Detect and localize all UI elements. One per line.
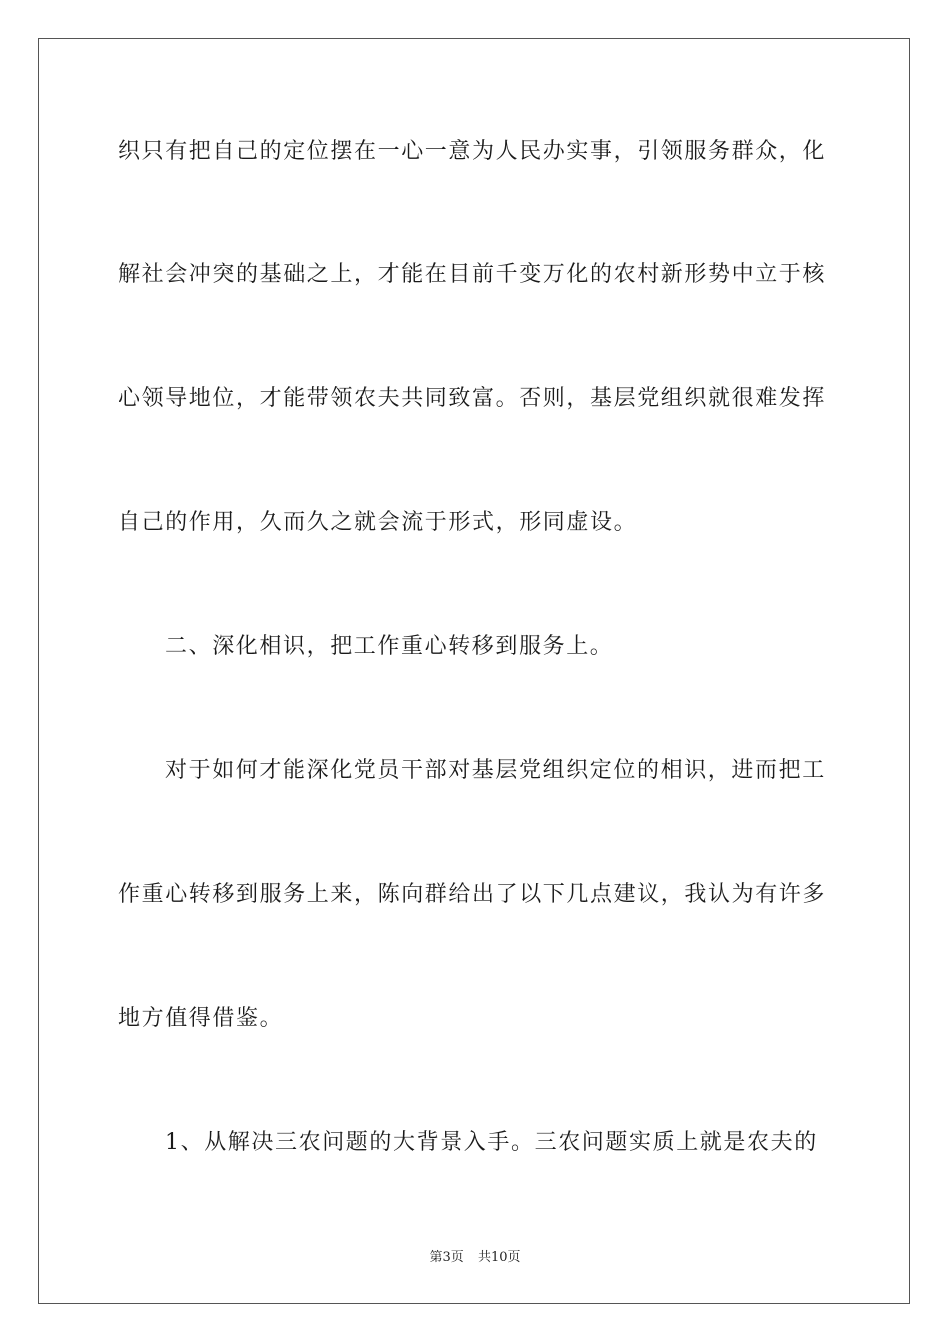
page-number-current: 第3页 xyxy=(429,1250,464,1265)
page-footer xyxy=(0,1246,950,1265)
body-text-line: 作重心转移到服务上来，陈向群给出了以下几点建议，我认为有许多 xyxy=(118,882,827,907)
body-text-line: 织只有把自己的定位摆在一心一意为人民办实事，引领服务群众，化 xyxy=(118,139,827,164)
body-text-line: 心领导地位，才能带领农夫共同致富。否则，基层党组织就很难发挥 xyxy=(118,386,827,411)
body-text-line: 1、从解决三农问题的大背景入手。三农问题实质上就是农夫的 xyxy=(165,1130,818,1155)
body-text-line: 自己的作用，久而久之就会流于形式，形同虚设。 xyxy=(118,510,638,535)
page-number-total: 共10页 xyxy=(477,1250,521,1265)
body-text-line: 地方值得借鉴。 xyxy=(118,1006,284,1031)
body-text-line: 对于如何才能深化党员干部对基层党组织定位的相识，进而把工 xyxy=(165,758,826,783)
page-border xyxy=(38,38,910,1304)
body-text-line: 解社会冲突的基础之上，才能在目前千变万化的农村新形势中立于核 xyxy=(118,262,827,287)
section-heading: 二、深化相识，把工作重心转移到服务上。 xyxy=(165,634,614,659)
